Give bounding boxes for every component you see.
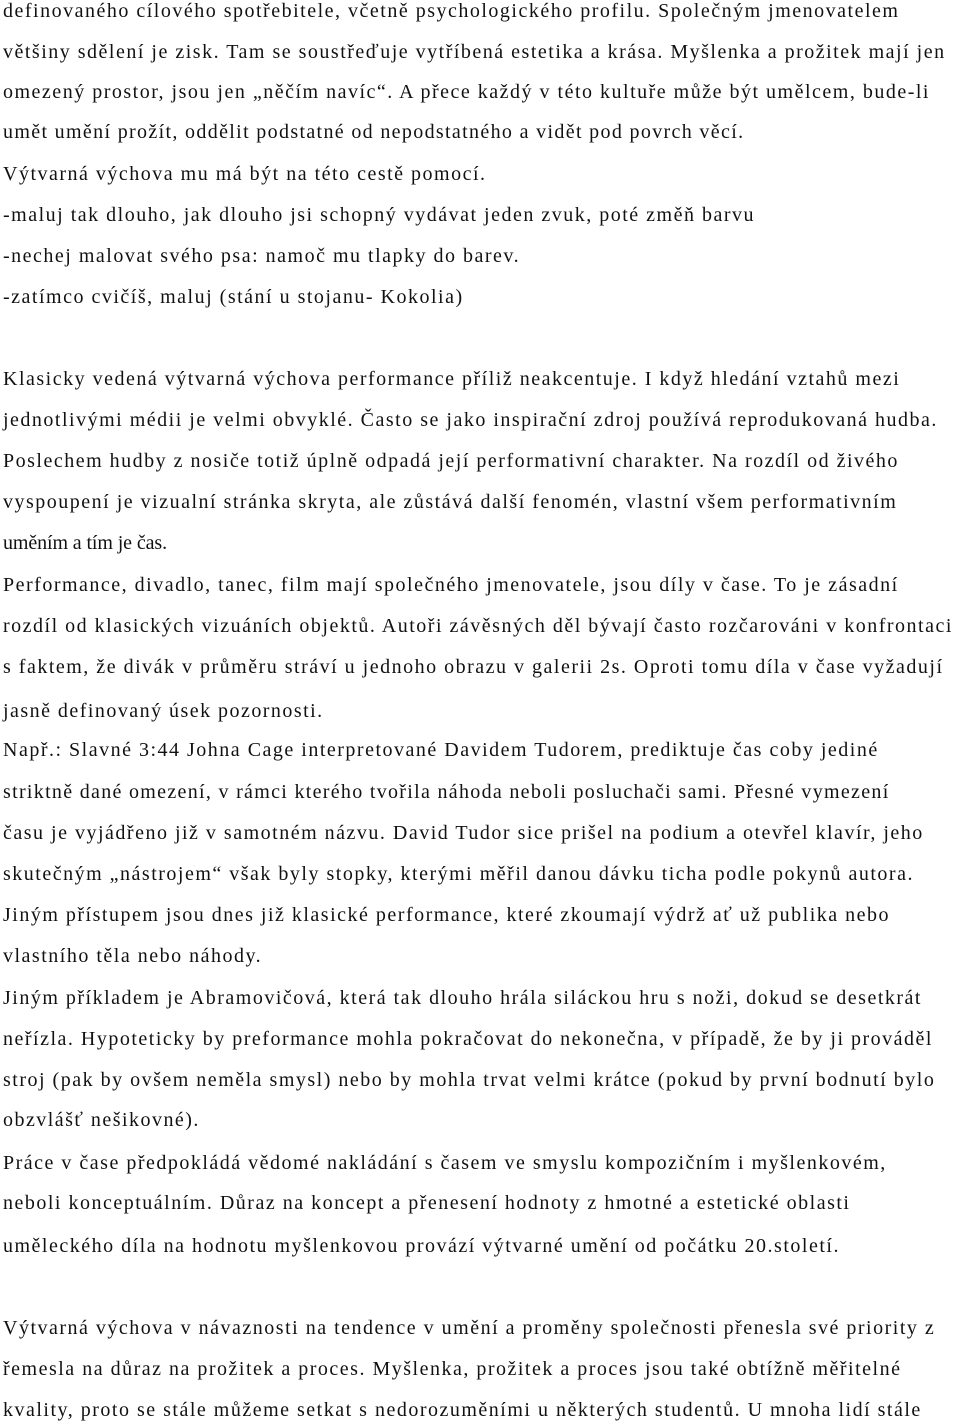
- text-line: skutečným „nástrojem“ však byly stopky, kterými měřil danou dávku ticha podle pokynů autora.: [3, 863, 914, 885]
- text-line: obzvlášť nešikovné).: [3, 1109, 200, 1131]
- text-line: Výtvarná výchova v návaznosti na tendence v umění a proměny společnosti přenesla své priority z: [3, 1317, 936, 1339]
- text-line: omezený prostor, jsou jen „něčím navíc“. A přece každý v této kultuře může být umělcem, bude-li: [3, 81, 930, 103]
- text-line: kvality, proto se stále můžeme setkat s nedorozuměními u některých studentů. U mnoha lidí stále: [3, 1399, 922, 1421]
- text-line: jasně definovaný úsek pozornosti.: [3, 700, 324, 722]
- text-line: většiny sdělení je zisk. Tam se soustřeďuje vytříbená estetika a krása. Myšlenka a prožitek mají jen: [3, 41, 946, 63]
- text-line: s faktem, že divák v průměru stráví u jednoho obrazu v galerii 2s. Oproti tomu díla v čase vyžadují: [3, 656, 944, 678]
- text-line: rozdíl od klasických vizuáních objektů. Autoři závěsných děl bývají často rozčarováni v konfrontaci: [3, 615, 953, 637]
- text-line: -zatímco cvičíš, maluj (stání u stojanu- Kokolia): [3, 286, 464, 308]
- text-line: uměleckého díla na hodnotu myšlenkovou provází výtvarné umění od počátku 20.století.: [3, 1235, 840, 1257]
- text-line: uměním a tím je čas.: [3, 532, 167, 554]
- text-line: Práce v čase předpokládá vědomé nakládání s časem ve smyslu kompozičním i myšlenkovém,: [3, 1152, 887, 1174]
- text-line: neřízla. Hypoteticky by preformance mohla pokračovat do nekonečna, v případě, že by ji prováděl: [3, 1028, 933, 1050]
- text-line: Např.: Slavné 3:44 Johna Cage interpretované Davidem Tudorem, prediktuje čas coby jediné: [3, 739, 879, 761]
- text-line: jednotlivými médii je velmi obvyklé. Často se jako inspirační zdroj používá reprodukovaná hudba.: [3, 409, 938, 431]
- text-line: -maluj tak dlouho, jak dlouho jsi schopný vydávat jeden zvuk, poté změň barvu: [3, 204, 756, 226]
- text-line: neboli konceptuálním. Důraz na koncept a přenesení hodnoty z hmotné a estetické oblasti: [3, 1192, 851, 1214]
- text-line: striktně dané omezení, v rámci kterého tvořila náhoda neboli posluchači sami. Přesné vymezení: [3, 781, 890, 803]
- text-line: Jiným přístupem jsou dnes již klasické performance, které zkoumají výdrž ať už publika nebo: [3, 904, 891, 926]
- text-line: definovaného cílového spotřebitele, včetně psychologického profilu. Společným jmenovatelem: [3, 0, 900, 22]
- text-line: Poslechem hudby z nosiče totiž úplně odpadá její performativní charakter. Na rozdíl od živého: [3, 450, 899, 472]
- text-line: času je vyjádřeno již v samotném názvu. David Tudor sice prišel na podium a otevřel klavír, jeho: [3, 822, 924, 844]
- text-line: Klasicky vedená výtvarná výchova performance příliž neakcentuje. I když hledání vztahů mezi: [3, 368, 901, 390]
- text-line: -nechej malovat svého psa: namoč mu tlapky do barev.: [3, 245, 521, 267]
- text-line: Jiným příkladem je Abramovičová, která tak dlouho hrála siláckou hru s noži, dokud se desetkrát: [3, 987, 922, 1009]
- text-line: řemesla na důraz na prožitek a proces. Myšlenka, prožitek a proces jsou také obtížně měřitelné: [3, 1358, 902, 1380]
- text-line: vyspoupení je vizualní stránka skryta, ale zůstává další fenomén, vlastní všem performativním: [3, 491, 898, 513]
- text-line: umět umění prožít, oddělit podstatné od nepodstatného a vidět pod povrch věcí.: [3, 121, 745, 143]
- text-line: Výtvarná výchova mu má být na této cestě pomocí.: [3, 163, 487, 185]
- text-line: Performance, divadlo, tanec, film mají společného jmenovatele, jsou díly v čase. To je zásadní: [3, 574, 899, 596]
- text-line: vlastního těla nebo náhody.: [3, 945, 263, 967]
- text-line: stroj (pak by ovšem neměla smysl) nebo by mohla trvat velmi krátce (pokud by první bodnutí bylo: [3, 1069, 936, 1091]
